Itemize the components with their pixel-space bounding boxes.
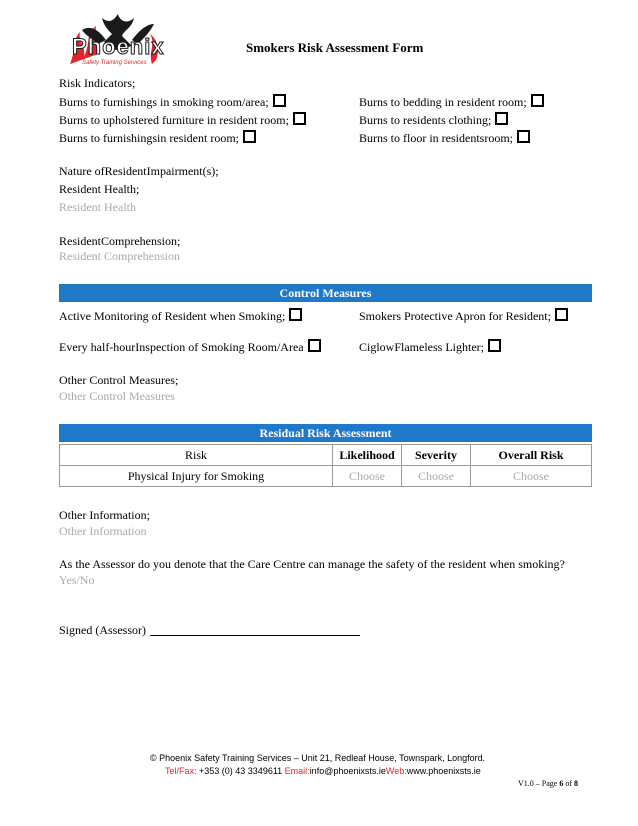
footer-tel-label: Tel/Fax: <box>165 766 197 776</box>
footer-email-label: Email: <box>284 766 310 776</box>
assessor-answer-field[interactable]: Yes/No <box>59 573 95 587</box>
footer-contact <box>165 766 481 776</box>
risk-cell: Physical Injury for Smoking <box>60 466 333 487</box>
checkbox[interactable] <box>293 112 306 125</box>
logo-text: Phoenix <box>72 34 165 59</box>
resident-comprehension-field[interactable]: Resident Comprehension <box>59 249 180 263</box>
footer-web-label: Web: <box>385 766 407 776</box>
footer-tel: +353 (0) 43 3349611 <box>196 766 285 776</box>
likelihood-dropdown[interactable]: Choose <box>333 466 402 487</box>
residual-risk-header: Residual Risk Assessment <box>59 424 592 442</box>
risk-item-floor: Burns to floor in residentsroom; <box>359 130 530 146</box>
risk-item-furnishings-smoking-room: Burns to furnishings in smoking room/area; <box>59 94 286 110</box>
control-half-hour-inspection: Every half-hourInspection of Smoking Room/Area <box>59 339 321 355</box>
checkbox[interactable] <box>273 94 286 107</box>
checkbox[interactable] <box>289 308 302 321</box>
other-information-field[interactable]: Other Information <box>59 524 147 538</box>
resident-comprehension-label: ResidentComprehension; <box>59 234 181 248</box>
column-header-risk: Risk <box>60 445 333 466</box>
checkbox[interactable] <box>495 112 508 125</box>
company-logo <box>62 10 172 72</box>
severity-dropdown[interactable]: Choose <box>402 466 471 487</box>
checkbox[interactable] <box>555 308 568 321</box>
signature-label: Signed (Assessor) <box>59 623 146 637</box>
other-control-measures-label: Other Control Measures; <box>59 373 179 387</box>
checkbox[interactable] <box>308 339 321 352</box>
table-header-row <box>60 445 592 466</box>
risk-indicators-heading: Risk Indicators; <box>59 76 136 90</box>
residual-risk-table <box>59 444 592 487</box>
other-information-label: Other Information; <box>59 508 150 522</box>
control-flameless-lighter: CiglowFlameless Lighter; <box>359 339 501 355</box>
impairment-heading: Nature ofResidentImpairment(s); <box>59 164 219 178</box>
signature-line <box>59 623 360 638</box>
checkbox[interactable] <box>243 130 256 143</box>
checkbox[interactable] <box>517 130 530 143</box>
resident-health-label: Resident Health; <box>59 182 140 196</box>
assessor-question: As the Assessor do you denote that the Care Centre can manage the safety of the resident when smoking? <box>59 557 565 571</box>
risk-item-upholstered-furniture: Burns to upholstered furniture in resident room; <box>59 112 306 128</box>
checkbox[interactable] <box>531 94 544 107</box>
control-measures-header: Control Measures <box>59 284 592 302</box>
other-control-measures-field[interactable]: Other Control Measures <box>59 389 175 403</box>
overall-risk-dropdown[interactable]: Choose <box>471 466 592 487</box>
column-header-likelihood: Likelihood <box>333 445 402 466</box>
table-row <box>60 466 592 487</box>
footer-address: © Phoenix Safety Training Services – Unit 21, Redleaf House, Townspark, Longford. <box>150 753 486 763</box>
checkbox[interactable] <box>488 339 501 352</box>
page-number: V1.0 – Page 6 of 8 <box>518 779 578 788</box>
control-protective-apron: Smokers Protective Apron for Resident; <box>359 308 568 324</box>
column-header-severity: Severity <box>402 445 471 466</box>
risk-item-clothing: Burns to residents clothing; <box>359 112 508 128</box>
risk-item-bedding: Burns to bedding in resident room; <box>359 94 544 110</box>
control-active-monitoring: Active Monitoring of Resident when Smoking; <box>59 308 302 324</box>
risk-item-furnishings-resident-room: Burns to furnishingsin resident room; <box>59 130 256 146</box>
footer-web[interactable]: www.phoenixsts.ie <box>406 766 481 776</box>
footer-email[interactable]: info@phoenixsts.ie <box>309 766 386 776</box>
page-title: Smokers Risk Assessment Form <box>246 40 424 55</box>
signature-field[interactable] <box>150 623 360 636</box>
resident-health-field[interactable]: Resident Health <box>59 200 136 214</box>
logo-subtext: Safety Training Services <box>82 60 147 66</box>
column-header-overall-risk: Overall Risk <box>471 445 592 466</box>
